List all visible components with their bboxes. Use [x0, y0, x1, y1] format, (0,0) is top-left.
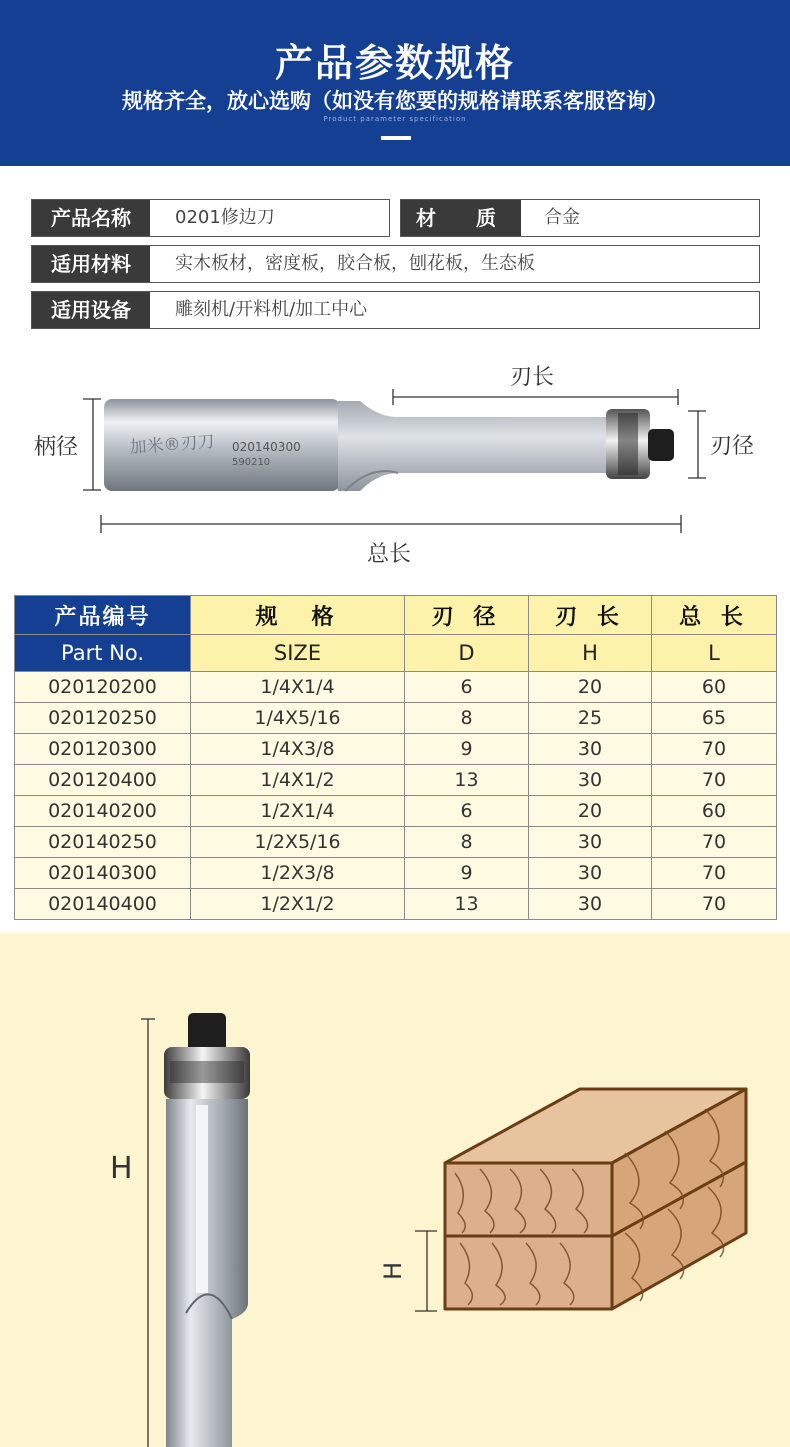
cell-part-no: 020120300: [15, 734, 191, 765]
usage-svg: [0, 933, 790, 1447]
cell-l: 60: [652, 796, 777, 827]
cell-d: 9: [405, 734, 529, 765]
page-title: 产品参数规格: [274, 41, 515, 85]
total-length-dimension: [101, 515, 681, 533]
cell-d: 9: [405, 858, 529, 889]
table-header-diameter: 刃 径: [405, 596, 529, 635]
label-blade-length: 刃长: [510, 365, 555, 390]
spec-label: 产品名称: [32, 200, 150, 236]
spec-equipment: [31, 291, 760, 329]
spec-label: 材 质: [401, 200, 521, 236]
cell-part-no: 020140200: [15, 796, 191, 827]
cell-h: 30: [529, 858, 652, 889]
cell-d: 8: [405, 827, 529, 858]
label-shank-diameter: 柄径: [34, 435, 79, 460]
cell-d: 6: [405, 796, 529, 827]
table-header-blade-length: 刃 长: [529, 596, 652, 635]
label-bit-h: H: [110, 1151, 133, 1186]
cell-size: 1/4X3/8: [191, 734, 405, 765]
shank-diameter-dimension: [83, 399, 101, 490]
spec-value: 实木板材，密度板，胶合板，刨花板，生态板: [175, 253, 535, 274]
cell-part-no: 020120400: [15, 765, 191, 796]
cell-l: 70: [652, 765, 777, 796]
table-row: [15, 703, 777, 734]
table-row: [15, 889, 777, 920]
page-english-title: Product parameter specification: [323, 115, 467, 123]
cell-l: 65: [652, 703, 777, 734]
cell-size: 1/2X1/2: [191, 889, 405, 920]
cell-part-no: 020140300: [15, 858, 191, 889]
cell-size: 1/4X5/16: [191, 703, 405, 734]
cell-size: 1/2X1/4: [191, 796, 405, 827]
cell-size: 1/2X3/8: [191, 858, 405, 889]
cell-l: 70: [652, 734, 777, 765]
cell-d: 13: [405, 889, 529, 920]
usage-illustration: [0, 933, 790, 1447]
spec-label: 适用材料: [32, 246, 150, 282]
header-banner: [0, 0, 790, 166]
title-underline: [381, 136, 411, 140]
table-subheader-part-no: Part No.: [15, 635, 191, 672]
bit-bearing-screw: [648, 429, 674, 461]
table-header-total-length: 总 长: [652, 596, 777, 635]
spec-applicable-material: [31, 245, 760, 283]
cell-d: 6: [405, 672, 529, 703]
table-row: [15, 672, 777, 703]
spec-table: [14, 595, 777, 920]
cell-l: 60: [652, 672, 777, 703]
table-subheader-d: D: [405, 635, 529, 672]
cell-d: 13: [405, 765, 529, 796]
label-board-h: H: [379, 1261, 408, 1281]
spec-value: 雕刻机/开料机/加工中心: [175, 299, 368, 320]
cell-h: 30: [529, 827, 652, 858]
cell-h: 30: [529, 889, 652, 920]
engraving-code: 020140300: [232, 440, 301, 454]
table-row: [15, 827, 777, 858]
spec-material: [400, 199, 760, 237]
cell-h: 30: [529, 765, 652, 796]
table-subheader-h: H: [529, 635, 652, 672]
table-row: [15, 734, 777, 765]
cell-h: 20: [529, 796, 652, 827]
cell-d: 8: [405, 703, 529, 734]
label-total-length: 总长: [367, 542, 412, 567]
spec-label: 适用设备: [32, 292, 150, 328]
cell-part-no: 020140400: [15, 889, 191, 920]
cell-l: 70: [652, 827, 777, 858]
cell-part-no: 020140250: [15, 827, 191, 858]
cell-size: 1/4X1/2: [191, 765, 405, 796]
page-subtitle: 规格齐全，放心选购（如没有您要的规格请联系客服咨询）: [122, 89, 668, 113]
table-row: [15, 858, 777, 889]
spec-value: 合金: [544, 207, 580, 228]
table-header-part-no: 产品编号: [15, 596, 191, 635]
blade-diameter-dimension: [688, 411, 706, 478]
table-subheader-l: L: [652, 635, 777, 672]
bit-blade-body: [338, 401, 612, 491]
bit-h-dimension: [141, 1019, 155, 1447]
cell-h: 20: [529, 672, 652, 703]
cell-part-no: 020120250: [15, 703, 191, 734]
cell-size: 1/4X1/4: [191, 672, 405, 703]
spec-value: 0201修边刀: [175, 207, 275, 228]
cell-h: 25: [529, 703, 652, 734]
cell-part-no: 020120200: [15, 672, 191, 703]
table-subheader-size: SIZE: [191, 635, 405, 672]
cell-size: 1/2X5/16: [191, 827, 405, 858]
table-header-size: 规 格: [191, 596, 405, 635]
cell-l: 70: [652, 858, 777, 889]
table-row: [15, 796, 777, 827]
spec-product-name: [31, 199, 390, 237]
label-blade-diameter: 刃径: [710, 434, 755, 459]
cell-h: 30: [529, 734, 652, 765]
engraving-sub: 590210: [232, 457, 271, 468]
board-h-dimension: [415, 1231, 437, 1311]
cell-l: 70: [652, 889, 777, 920]
table-row: [15, 765, 777, 796]
engraving-brand: 加米®刃刀: [128, 432, 216, 458]
blade-length-dimension: [393, 389, 678, 405]
